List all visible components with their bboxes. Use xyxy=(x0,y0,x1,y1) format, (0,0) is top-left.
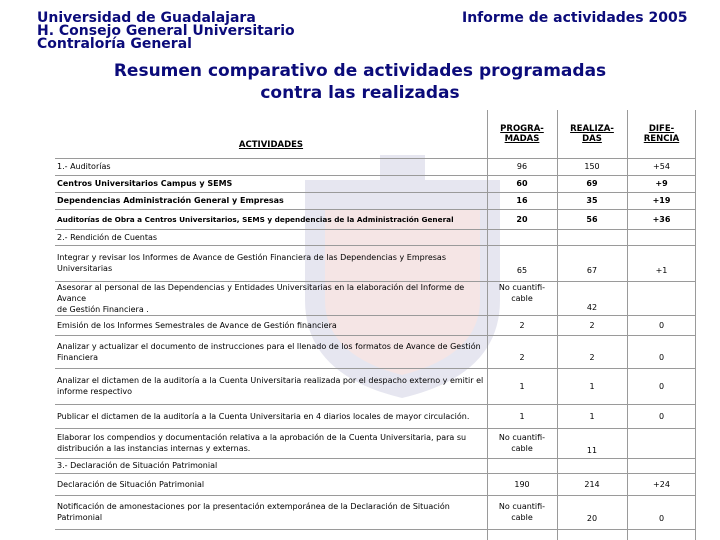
org-line-2: H. Consejo General Universitario xyxy=(37,23,295,39)
page-title xyxy=(0,60,720,104)
col-realizadas: REALIZA- DAS xyxy=(557,110,627,158)
table-row: Analizar y actualizar el documento de instrucciones para el llenado de los formatos de Avance de Gestión Financiera 2 2 0 xyxy=(55,335,696,368)
table-row: Publicar el dictamen de la auditoría a la Cuenta Universitaria en 4 diarios locales de mayor circulación. 1 1 0 xyxy=(55,404,696,428)
org-line-3: Contraloría General xyxy=(37,36,192,52)
org-header xyxy=(37,12,295,51)
table-row: Declaración de Situación Patrimonial 190 214 +24 xyxy=(55,473,696,495)
org-line-1: Universidad de Guadalajara xyxy=(37,10,256,26)
table-row: Asesorar al personal de las Dependencias y Entidades Universitarias en la elaboración del Informe de Avance de Gestión Financiera . No cuantifi- cable 42 xyxy=(55,281,696,315)
table-row: Centros Universitarios Campus y SEMS 60 69 +9 xyxy=(55,175,696,192)
table-header-row xyxy=(55,110,696,158)
section-row: 2.- Rendición de Cuentas xyxy=(55,229,696,245)
activities-table xyxy=(55,110,696,530)
table-row: Integrar y revisar los Informes de Avance de Gestión Financiera de las Dependencias y Empresas Universitarias 65 67 +1 xyxy=(55,245,696,281)
title-line-1: Resumen comparativo de actividades programadas xyxy=(113,61,607,81)
col-activities: ACTIVIDADES xyxy=(55,110,487,158)
table-row: Notificación de amonestaciones por la presentación extemporánea de la Declaración de Situación Patrimonial No cuantifi- cable 20 0 xyxy=(55,495,696,529)
table-row: Analizar el dictamen de la auditoría a la Cuenta Universitaria realizada por el despacho externo y emitir el informe respectivo 1 1 0 xyxy=(55,368,696,404)
report-title: Informe de actividades 2005 xyxy=(462,10,688,26)
col-diferencia: DIFE- RENCIA xyxy=(627,110,696,158)
col-programadas: PROGRA- MADAS xyxy=(487,110,557,158)
table-row: Auditorías de Obra a Centros Universitarios, SEMS y dependencias de la Administración General 20 56 +36 xyxy=(55,209,696,229)
title-line-2: contra las realizadas xyxy=(260,83,460,103)
table-row: 1.- Auditorías 96 150 +54 xyxy=(55,158,696,175)
table-row: Emisión de los Informes Semestrales de Avance de Gestión financiera 2 2 0 xyxy=(55,315,696,335)
section-row: 3.- Declaración de Situación Patrimonial xyxy=(55,458,696,473)
table-row: Dependencias Administración General y Empresas 16 35 +19 xyxy=(55,192,696,209)
table-row: Elaborar los compendios y documentación relativa a la aprobación de la Cuenta Universitaria, para su distribución a las instancias internas y externas. No cuantifi- cable 11 xyxy=(55,428,696,458)
